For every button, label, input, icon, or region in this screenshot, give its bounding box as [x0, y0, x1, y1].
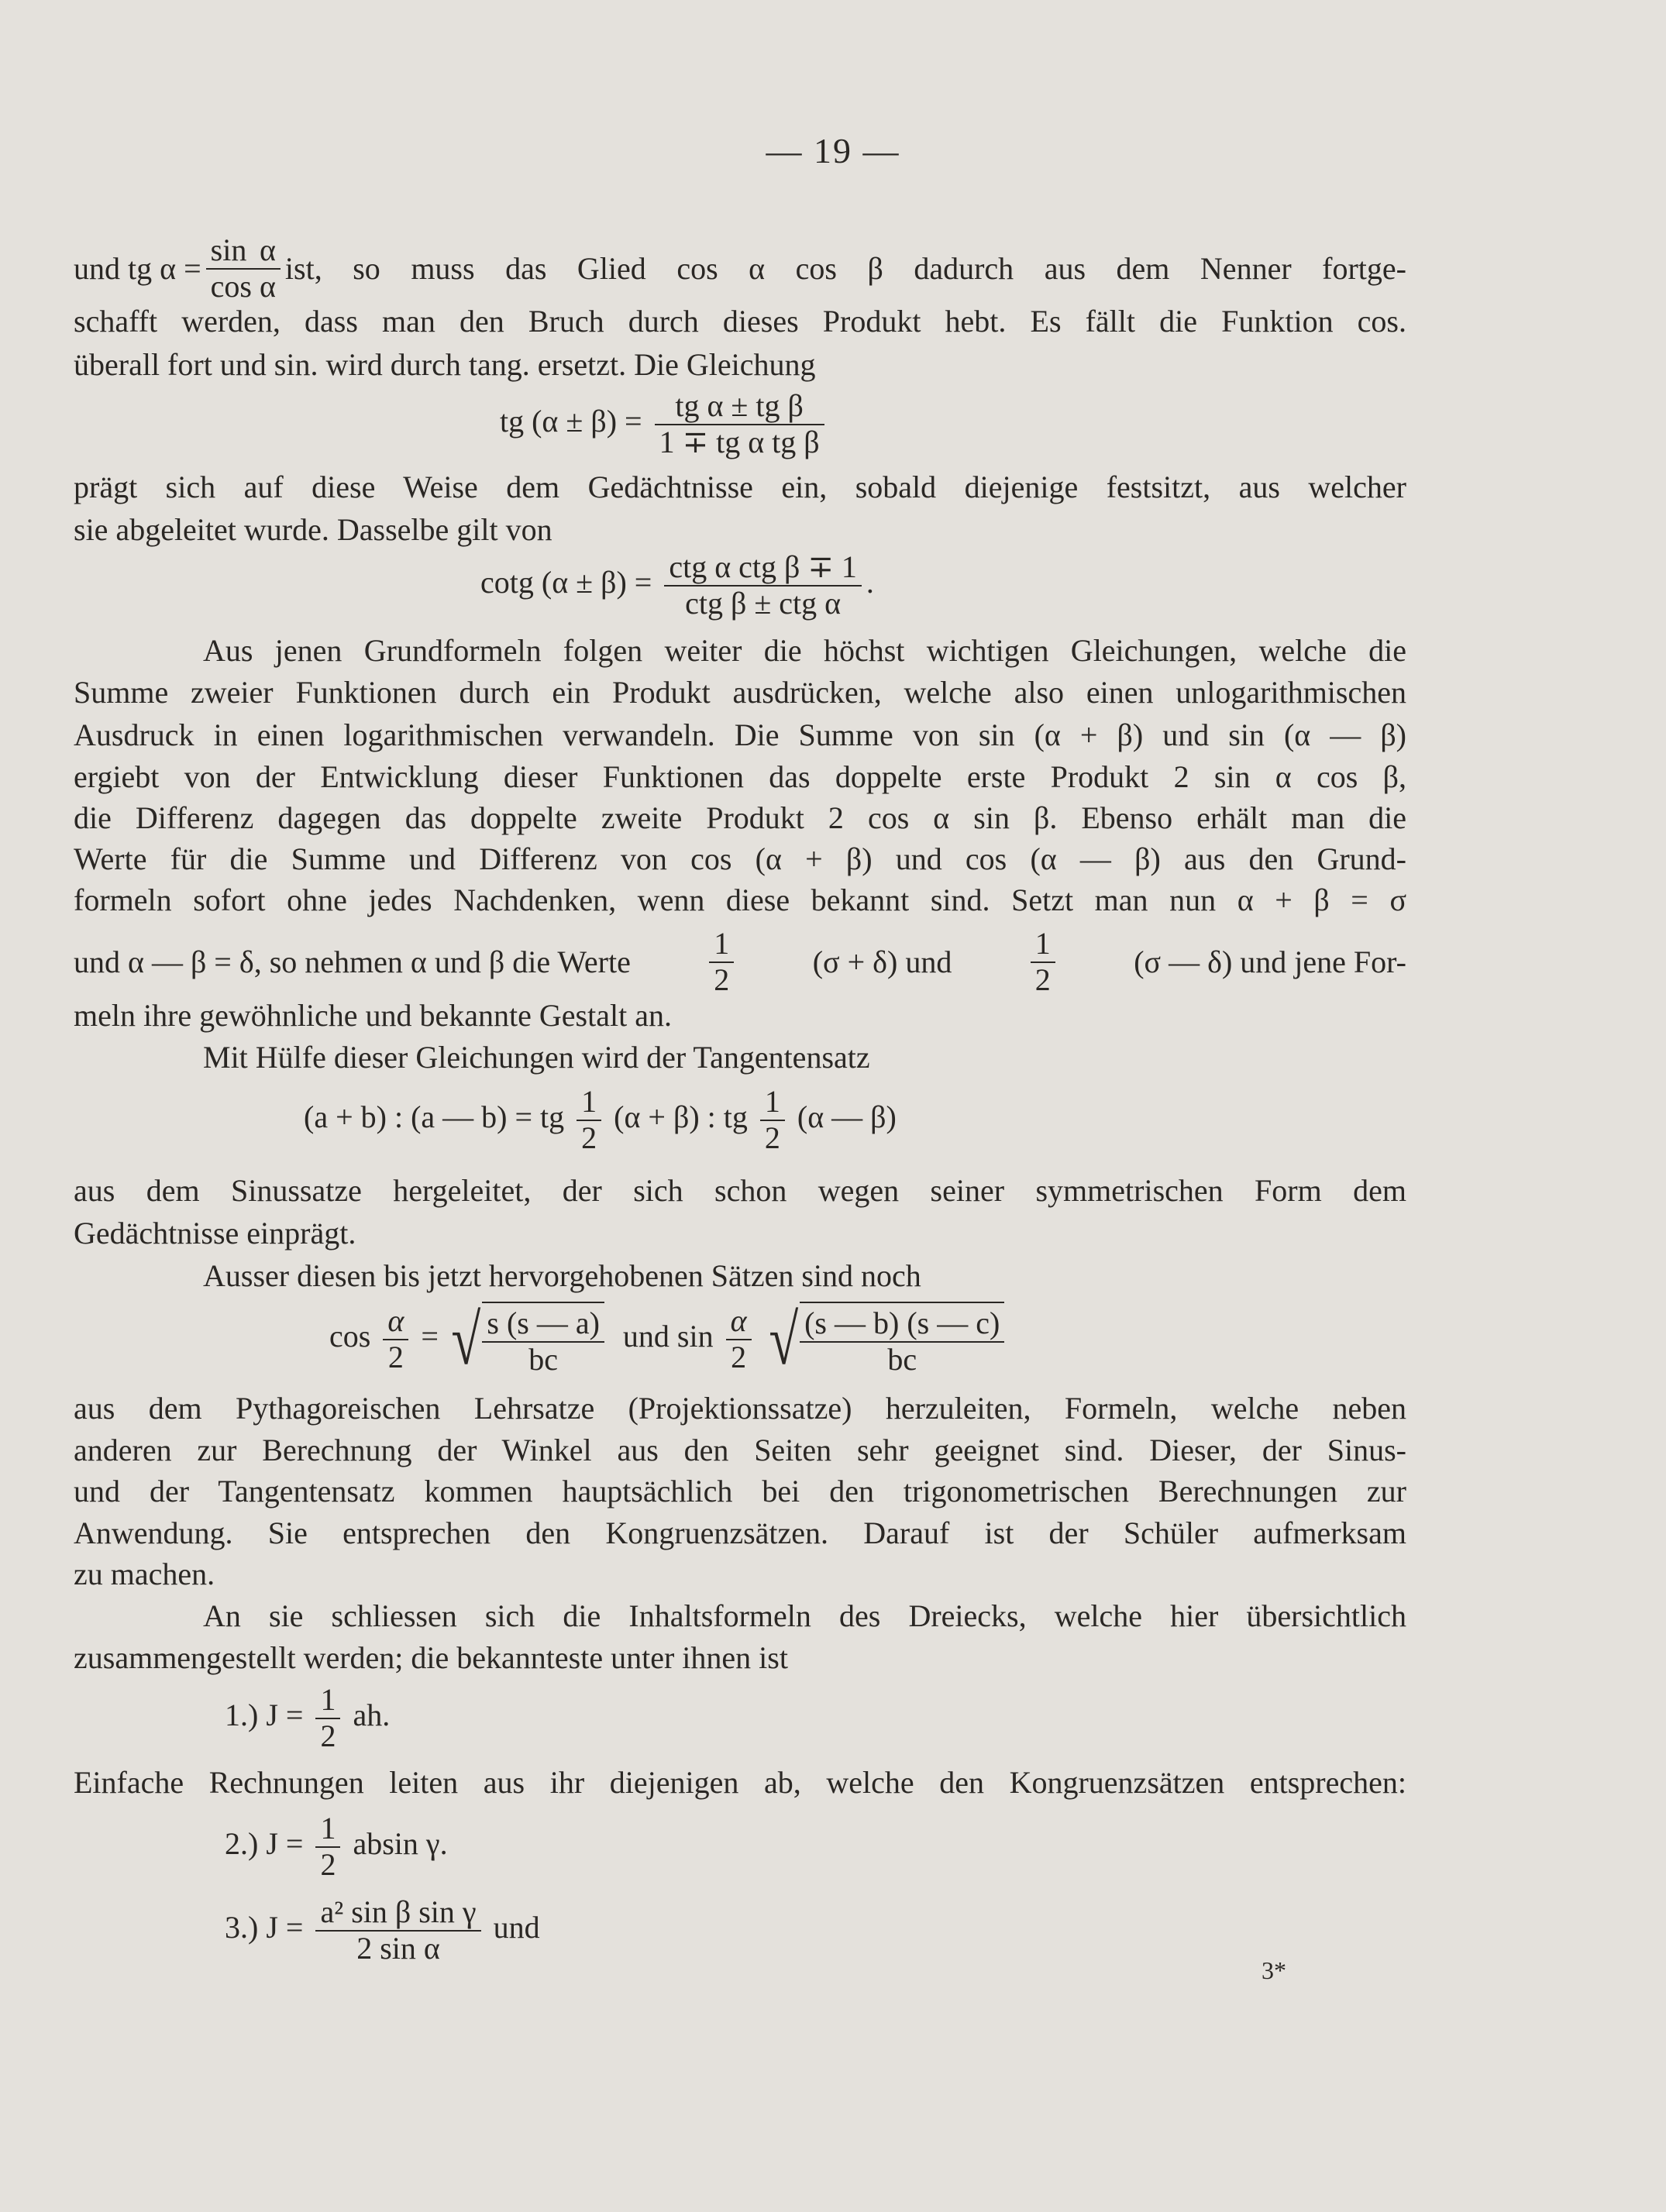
text-line: schafft werden, dass man den Bruch durch dieses Produkt hebt. Es fällt die Funktion cos.	[74, 304, 1406, 339]
page-number: — 19 —	[766, 131, 900, 170]
text-line: Einfache Rechnungen leiten aus ihr diejenigen ab, welche den Kongruenzsätzen entsprechen:	[74, 1765, 1406, 1800]
area-formula-2: 2.) J = $\frac{1}{2}$ absin γ.	[225, 1811, 448, 1882]
square-root: √ $\frac{(s — b) (s — c)}{bc}$	[764, 1302, 1005, 1378]
text-line: sie abgeleitet wurde. Dasselbe gilt von	[74, 512, 552, 547]
half-angle-formulas: cos $\frac{\alpha}{2}$ = √ $\frac{s (s — a)}{bc}$ und sin $\frac{\alpha}{2}$ √ $\frac{(s — b) (s — c)}{bc}$	[329, 1302, 1004, 1378]
text-line: prägt sich auf diese Weise dem Gedächtnisse ein, sobald diejenige festsitzt, aus welcher	[74, 470, 1406, 504]
text-line: meln ihre gewöhnliche und bekannte Gestalt an.	[74, 998, 672, 1033]
half-fraction: $\frac{1}{2}$	[709, 927, 734, 998]
text-line-1	[74, 233, 1406, 304]
text-line: An sie schliessen sich die Inhaltsformeln des Dreiecks, welche hier übersichtlich	[203, 1598, 1406, 1633]
text-line: und der Tangentensatz kommen hauptsächlich bei den trigonometrischen Berechnungen zur	[74, 1474, 1406, 1508]
line1-lead: und tg α =	[74, 250, 201, 286]
sin-over-cos-fraction: $\frac{\text{sin α}}{\text{cos α}}$	[206, 233, 281, 304]
half-fraction: $\frac{1}{2}$	[1031, 927, 1055, 998]
tg-sum-formula: tg (α ± β) = $\frac{\text{tg α ± tg β}}{\text{1 ∓ tg α tg β}}$	[500, 389, 829, 460]
square-root: √ $\frac{s (s — a)}{bc}$	[446, 1302, 604, 1378]
text-line: Gedächtnisse einprägt.	[74, 1216, 356, 1250]
text-line: aus dem Pythagoreischen Lehrsatze (Projektionssatze) herzuleiten, Formeln, welche neben	[74, 1391, 1406, 1426]
text-line: Summe zweier Funktionen durch ein Produkt ausdrücken, welche also einen unlogarithmischen	[74, 675, 1406, 710]
text-line: ergiebt von der Entwicklung dieser Funktionen das doppelte erste Produkt 2 sin α cos β,	[74, 759, 1406, 794]
sigma-delta-line: und α — β = δ, so nehmen α und β die Werte $\frac{1}{2}$ (σ + δ) und $\frac{1}{2}$ (σ — δ) und jene For-	[74, 926, 1406, 997]
text-line: überall fort und sin. wird durch tang. ersetzt. Die Gleichung	[74, 347, 816, 382]
text-line: die Differenz dagegen das doppelte zweite Produkt 2 cos α sin β. Ebenso erhält man die	[74, 800, 1406, 835]
text-line: zu machen.	[74, 1557, 215, 1591]
text-line: Werte für die Summe und Differenz von cos (α + β) und cos (α — β) aus den Grund-	[74, 841, 1406, 876]
text-line: anderen zur Berechnung der Winkel aus den Seiten sehr geeignet sind. Dieser, der Sinus-	[74, 1433, 1406, 1467]
area-formula-3: 3.) J = $\frac{\text{a² sin β sin γ}}{\text{2 sin α}}$ und	[225, 1894, 540, 1966]
text-line: Anwendung. Sie entsprechen den Kongruenzsätzen. Darauf ist der Schüler aufmerksam	[74, 1515, 1406, 1550]
cotg-sum-formula: cotg (α ± β) = $\frac{\text{ctg α ctg β ∓ 1}}{\text{ctg β ± ctg α}}$ .	[480, 549, 874, 621]
text-line: zusammengestellt werden; die bekannteste unter ihnen ist	[74, 1640, 788, 1675]
line1-tail: ist, so muss das Glied cos α cos β dadurch aus dem Nenner fortge-	[284, 250, 1406, 286]
text-line: Mit Hülfe dieser Gleichungen wird der Tangentensatz	[203, 1040, 870, 1075]
text-line: Ausdruck in einen logarithmischen verwandeln. Die Summe von sin (α + β) und sin (α — β)	[74, 717, 1406, 752]
signature-mark: 3*	[1262, 1956, 1286, 1984]
tangent-law-formula: (a + b) : (a — b) = tg $\frac{1}{2}$ (α + β) : tg $\frac{1}{2}$ (α — β)	[304, 1084, 897, 1155]
area-formula-1: 1.) J = $\frac{1}{2}$ ah.	[225, 1682, 391, 1753]
text-line: aus dem Sinussatze hergeleitet, der sich schon wegen seiner symmetrischen Form dem	[74, 1173, 1406, 1208]
text-line: formeln sofort ohne jedes Nachdenken, wenn diese bekannt sind. Setzt man nun α + β = σ	[74, 882, 1406, 917]
text-line: Aus jenen Grundformeln folgen weiter die höchst wichtigen Gleichungen, welche die	[203, 633, 1406, 668]
text-line: Ausser diesen bis jetzt hervorgehobenen Sätzen sind noch	[203, 1258, 921, 1293]
